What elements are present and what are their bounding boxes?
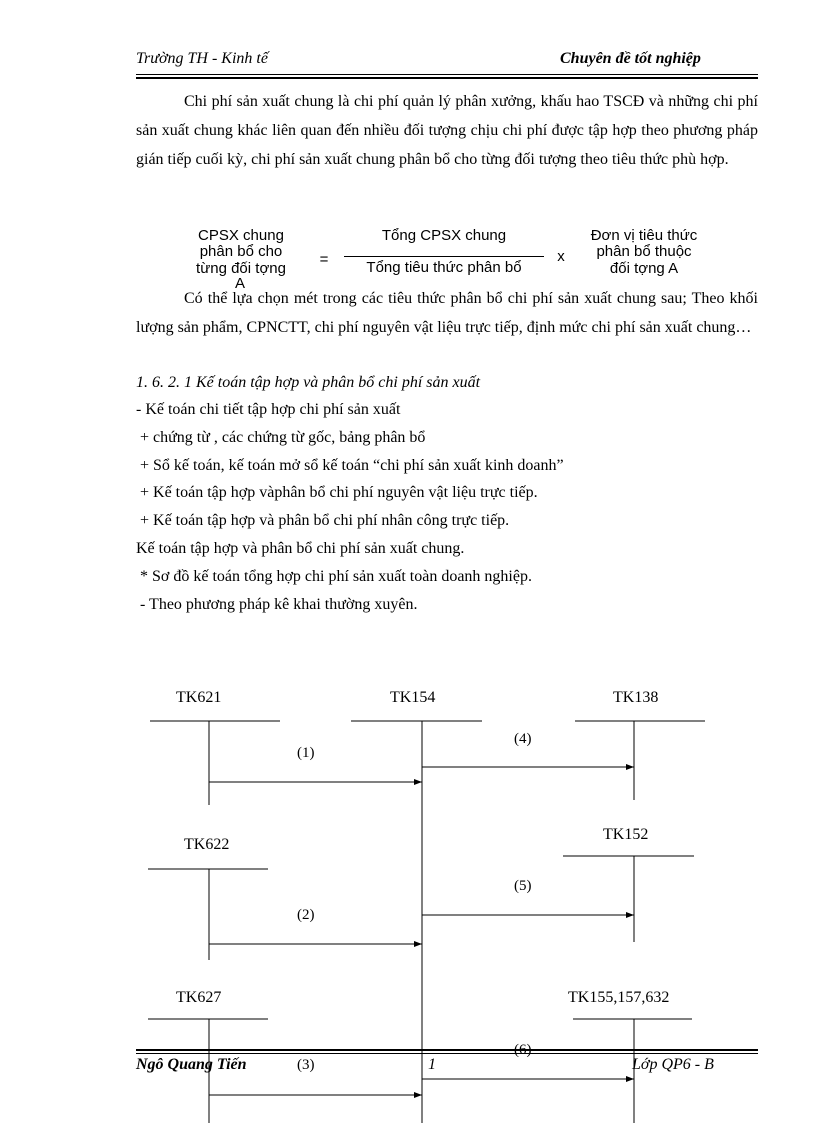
- formula-equals: =: [319, 251, 329, 268]
- footer-author: Ngô Quang Tiến: [136, 1056, 247, 1073]
- account-label-tk154: TK154: [390, 689, 436, 706]
- intro-paragraph: Chi phí sản xuất chung là chi phí quản lý phân xưởng, khấu hao TSCĐ và những chi phí sản xuất chung khác liên quan đến nhiều đối tượng chịu chi phí được tập hợp theo phương pháp gián tiếp cuối kỳ, chi phí sản xuất chung phân bổ cho từng đối tượng theo tiêu thức phù hợp.: [136, 93, 758, 168]
- header-school: Trường TH - Kinh tế: [136, 50, 268, 67]
- flow-label-1: (1): [297, 745, 315, 761]
- formula-right-line2: phân bổ thuộc: [596, 243, 692, 260]
- list-line: + Sổ kế toán, kế toán mở sổ kế toán “chi phí sản xuất kinh doanh”: [136, 457, 564, 474]
- flow-label-6: (6): [514, 1042, 532, 1058]
- formula-times: x: [557, 248, 565, 265]
- header-title: Chuyên đề tốt nghiệp: [560, 50, 701, 67]
- account-label-tk627: TK627: [176, 989, 222, 1006]
- flow-label-3: (3): [297, 1057, 315, 1073]
- list-line: * Sơ đồ kế toán tổng hợp chi phí sản xuất toàn doanh nghiệp.: [136, 568, 532, 585]
- list-line: - Kế toán chi tiết tập hợp chi phí sản xuất: [136, 401, 401, 418]
- footer-rule-bottom: [136, 1053, 758, 1054]
- formula-left-line1: CPSX chung: [198, 227, 284, 244]
- account-label-tk622: TK622: [184, 836, 230, 853]
- flow-label-4: (4): [514, 731, 532, 747]
- formula-left-line2: phân bổ cho: [199, 243, 283, 260]
- choice-paragraph: Có thể lựa chọn mét trong các tiêu thức phân bổ chi phí sản xuất chung sau; Theo khối lượng sản phẩm, CPNCTT, chi phí nguyên vật liệu trực tiếp, định mức chi phí sản xuất chung…: [136, 290, 758, 336]
- flow-label-2: (2): [297, 907, 315, 923]
- formula-denominator: Tổng tiêu thức phân bổ: [366, 259, 522, 276]
- list-line: Kế toán tập hợp và phân bổ chi phí sản xuất chung.: [136, 540, 465, 557]
- formula-left-line3: từng đối tợng: [196, 260, 286, 277]
- account-label-tk155: TK155,157,632: [568, 989, 670, 1006]
- account-label-tk152: TK152: [603, 826, 649, 843]
- list-line: + Kế toán tập hợp vàphân bổ chi phí nguyên vật liệu trực tiếp.: [136, 484, 538, 501]
- account-label-tk621: TK621: [176, 689, 222, 706]
- flow-label-5: (5): [514, 878, 532, 894]
- formula-right-line3: đối tợng A: [609, 260, 679, 277]
- formula-left-line4: A: [234, 275, 245, 292]
- footer-page-number: 1: [428, 1056, 436, 1073]
- formula-numerator: Tổng CPSX chung: [381, 227, 507, 244]
- formula-right-line1: Đơn vị tiêu thức: [590, 227, 698, 244]
- list-line: + chứng từ , các chứng từ gốc, bảng phân bổ: [136, 429, 426, 446]
- account-label-tk138: TK138: [613, 689, 659, 706]
- list-line: - Theo phương pháp kê khai thường xuyên.: [136, 596, 418, 613]
- footer-rule-top: [136, 1049, 758, 1051]
- list-line: + Kế toán tập hợp và phân bổ chi phí nhân công trực tiếp.: [136, 512, 510, 529]
- footer-class: Lớp QP6 - B: [632, 1056, 714, 1073]
- section-heading: 1. 6. 2. 1 Kế toán tập hợp và phân bổ chi phí sản xuất: [136, 374, 481, 391]
